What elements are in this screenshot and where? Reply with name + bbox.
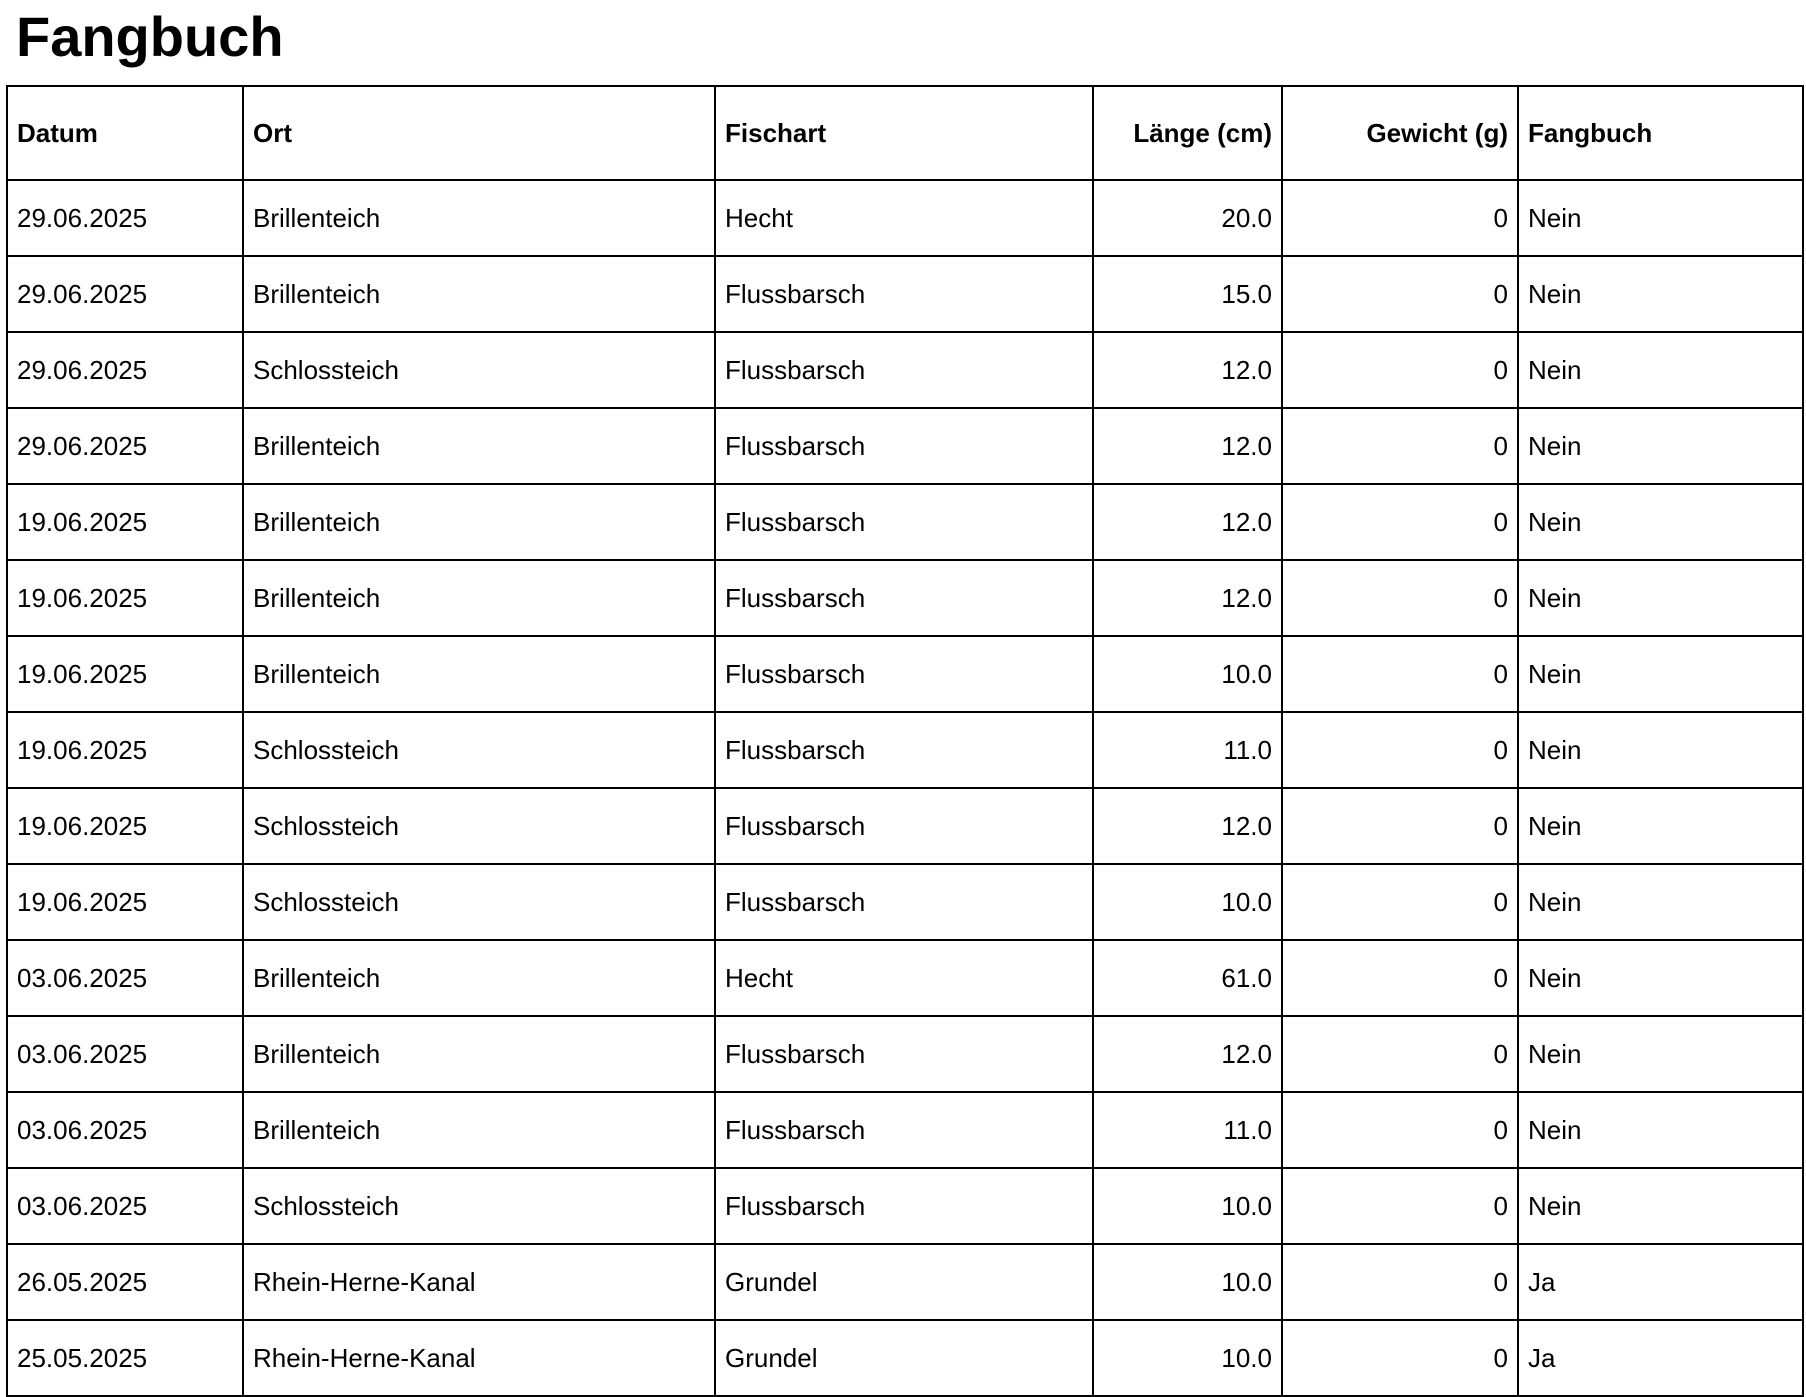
- cell-ort: Brillenteich: [243, 1016, 715, 1092]
- table-row: [7, 180, 1803, 256]
- header-row: [7, 86, 1803, 180]
- cell-ort: Brillenteich: [243, 484, 715, 560]
- cell-gewicht: 0: [1282, 940, 1518, 1016]
- cell-datum: 19.06.2025: [7, 560, 243, 636]
- table-row: [7, 332, 1803, 408]
- cell-fangbuch: Nein: [1518, 712, 1803, 788]
- table-row: [7, 636, 1803, 712]
- cell-laenge: 11.0: [1093, 712, 1282, 788]
- cell-fischart: Flussbarsch: [715, 1016, 1093, 1092]
- column-header-fangbuch: Fangbuch: [1518, 86, 1803, 180]
- cell-fangbuch: Ja: [1518, 1244, 1803, 1320]
- cell-laenge: 10.0: [1093, 636, 1282, 712]
- cell-laenge: 12.0: [1093, 560, 1282, 636]
- cell-laenge: 20.0: [1093, 180, 1282, 256]
- cell-laenge: 10.0: [1093, 1168, 1282, 1244]
- cell-fischart: Grundel: [715, 1244, 1093, 1320]
- cell-ort: Brillenteich: [243, 560, 715, 636]
- cell-datum: 03.06.2025: [7, 940, 243, 1016]
- cell-fischart: Flussbarsch: [715, 332, 1093, 408]
- cell-datum: 03.06.2025: [7, 1168, 243, 1244]
- column-header-fischart: Fischart: [715, 86, 1093, 180]
- cell-laenge: 12.0: [1093, 484, 1282, 560]
- table-row: [7, 1244, 1803, 1320]
- cell-ort: Brillenteich: [243, 408, 715, 484]
- cell-ort: Rhein-Herne-Kanal: [243, 1244, 715, 1320]
- cell-fangbuch: Nein: [1518, 940, 1803, 1016]
- cell-fischart: Flussbarsch: [715, 1168, 1093, 1244]
- cell-gewicht: 0: [1282, 1244, 1518, 1320]
- cell-fischart: Flussbarsch: [715, 864, 1093, 940]
- cell-fischart: Flussbarsch: [715, 256, 1093, 332]
- cell-fangbuch: Nein: [1518, 1168, 1803, 1244]
- column-header-ort: Ort: [243, 86, 715, 180]
- cell-datum: 29.06.2025: [7, 256, 243, 332]
- cell-fischart: Flussbarsch: [715, 408, 1093, 484]
- cell-datum: 29.06.2025: [7, 408, 243, 484]
- cell-fangbuch: Nein: [1518, 180, 1803, 256]
- cell-laenge: 61.0: [1093, 940, 1282, 1016]
- cell-laenge: 10.0: [1093, 1244, 1282, 1320]
- catch-log-table-container: [6, 85, 1802, 1397]
- cell-fangbuch: Nein: [1518, 1092, 1803, 1168]
- cell-datum: 26.05.2025: [7, 1244, 243, 1320]
- cell-fischart: Flussbarsch: [715, 1092, 1093, 1168]
- cell-fischart: Flussbarsch: [715, 560, 1093, 636]
- table-row: [7, 256, 1803, 332]
- cell-datum: 25.05.2025: [7, 1320, 243, 1396]
- page-title: Fangbuch: [16, 5, 284, 68]
- cell-gewicht: 0: [1282, 1320, 1518, 1396]
- cell-fischart: Hecht: [715, 940, 1093, 1016]
- cell-laenge: 15.0: [1093, 256, 1282, 332]
- cell-datum: 29.06.2025: [7, 180, 243, 256]
- cell-fangbuch: Ja: [1518, 1320, 1803, 1396]
- cell-laenge: 12.0: [1093, 408, 1282, 484]
- table-row: [7, 1092, 1803, 1168]
- table-row: [7, 1168, 1803, 1244]
- cell-fischart: Grundel: [715, 1320, 1093, 1396]
- cell-ort: Schlossteich: [243, 788, 715, 864]
- cell-datum: 19.06.2025: [7, 636, 243, 712]
- column-header-laenge: Länge (cm): [1093, 86, 1282, 180]
- cell-gewicht: 0: [1282, 332, 1518, 408]
- cell-laenge: 12.0: [1093, 788, 1282, 864]
- cell-gewicht: 0: [1282, 712, 1518, 788]
- table-row: [7, 940, 1803, 1016]
- table-row: [7, 712, 1803, 788]
- cell-ort: Brillenteich: [243, 256, 715, 332]
- cell-ort: Brillenteich: [243, 1092, 715, 1168]
- cell-fischart: Flussbarsch: [715, 636, 1093, 712]
- cell-gewicht: 0: [1282, 408, 1518, 484]
- cell-datum: 03.06.2025: [7, 1016, 243, 1092]
- cell-laenge: 10.0: [1093, 1320, 1282, 1396]
- cell-gewicht: 0: [1282, 256, 1518, 332]
- cell-ort: Schlossteich: [243, 1168, 715, 1244]
- cell-fangbuch: Nein: [1518, 636, 1803, 712]
- cell-fangbuch: Nein: [1518, 332, 1803, 408]
- cell-ort: Brillenteich: [243, 940, 715, 1016]
- cell-laenge: 12.0: [1093, 1016, 1282, 1092]
- column-header-datum: Datum: [7, 86, 243, 180]
- cell-laenge: 10.0: [1093, 864, 1282, 940]
- cell-datum: 19.06.2025: [7, 864, 243, 940]
- cell-ort: Schlossteich: [243, 864, 715, 940]
- cell-fischart: Flussbarsch: [715, 788, 1093, 864]
- table-row: [7, 1320, 1803, 1396]
- cell-gewicht: 0: [1282, 484, 1518, 560]
- cell-gewicht: 0: [1282, 180, 1518, 256]
- cell-ort: Rhein-Herne-Kanal: [243, 1320, 715, 1396]
- table-row: [7, 560, 1803, 636]
- cell-fangbuch: Nein: [1518, 560, 1803, 636]
- cell-laenge: 11.0: [1093, 1092, 1282, 1168]
- cell-fangbuch: Nein: [1518, 1016, 1803, 1092]
- cell-ort: Schlossteich: [243, 712, 715, 788]
- cell-ort: Brillenteich: [243, 636, 715, 712]
- cell-gewicht: 0: [1282, 560, 1518, 636]
- cell-gewicht: 0: [1282, 1092, 1518, 1168]
- table-row: [7, 788, 1803, 864]
- cell-gewicht: 0: [1282, 864, 1518, 940]
- cell-gewicht: 0: [1282, 1016, 1518, 1092]
- cell-datum: 19.06.2025: [7, 712, 243, 788]
- cell-fangbuch: Nein: [1518, 864, 1803, 940]
- column-header-gewicht: Gewicht (g): [1282, 86, 1518, 180]
- cell-fischart: Hecht: [715, 180, 1093, 256]
- cell-gewicht: 0: [1282, 788, 1518, 864]
- cell-fischart: Flussbarsch: [715, 484, 1093, 560]
- cell-laenge: 12.0: [1093, 332, 1282, 408]
- table-row: [7, 484, 1803, 560]
- table-body: [7, 180, 1803, 1396]
- cell-gewicht: 0: [1282, 636, 1518, 712]
- cell-datum: 03.06.2025: [7, 1092, 243, 1168]
- table-row: [7, 408, 1803, 484]
- cell-datum: 19.06.2025: [7, 788, 243, 864]
- cell-fangbuch: Nein: [1518, 788, 1803, 864]
- catch-log-table: [6, 85, 1804, 1397]
- cell-fangbuch: Nein: [1518, 484, 1803, 560]
- cell-fangbuch: Nein: [1518, 408, 1803, 484]
- cell-gewicht: 0: [1282, 1168, 1518, 1244]
- cell-datum: 29.06.2025: [7, 332, 243, 408]
- table-row: [7, 864, 1803, 940]
- table-row: [7, 1016, 1803, 1092]
- cell-fischart: Flussbarsch: [715, 712, 1093, 788]
- cell-ort: Schlossteich: [243, 332, 715, 408]
- cell-ort: Brillenteich: [243, 180, 715, 256]
- cell-datum: 19.06.2025: [7, 484, 243, 560]
- table-header: [7, 86, 1803, 180]
- cell-fangbuch: Nein: [1518, 256, 1803, 332]
